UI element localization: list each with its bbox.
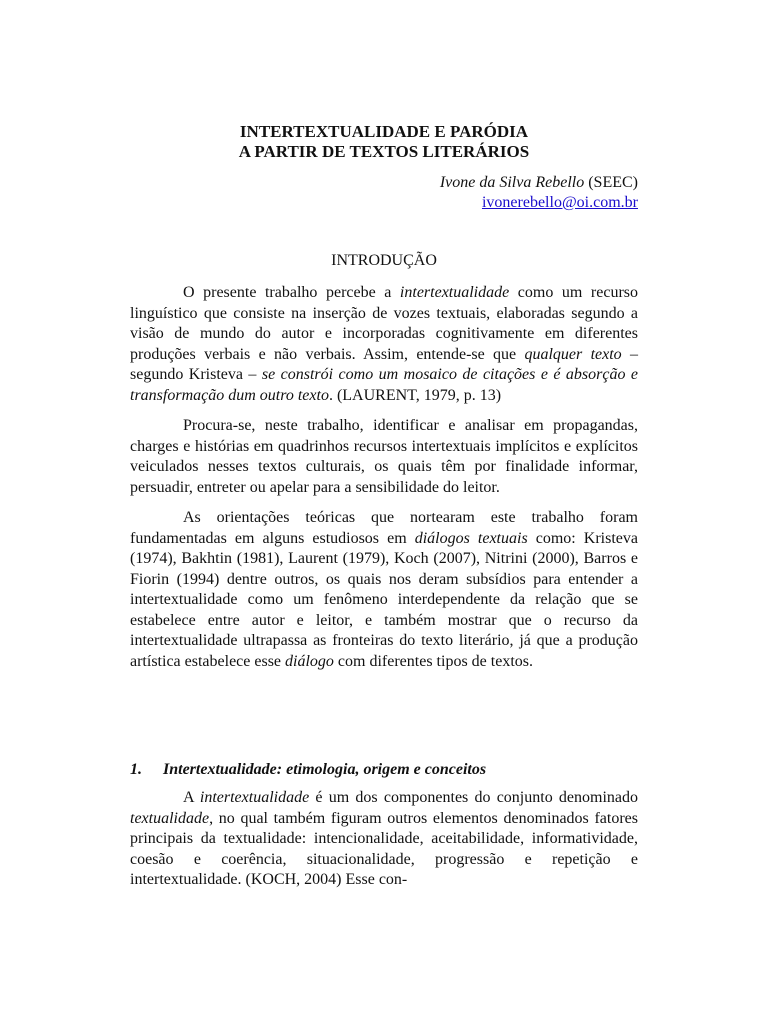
paragraph-2: Procura-se, neste trabalho, identificar e analisar em propagandas, charges e histórias em quadrinhos recursos intertextuais implícitos e explícitos veiculados nesses textos culturais, os quais têm por finalidade informar, persuadir, entreter ou apelar para a sensibilidade do leitor. [130, 417, 638, 496]
paragraph-1: O presente trabalho percebe a intertextualidade como um recurso linguístico que consiste na inserção de vozes textuais, elaboradas segundo a visão de mundo do autor e incorporadas cognitivamente em diferentes produções verbais e não verbais. Assim, entende-se que qualquer texto – segundo Kristeva – se constrói como um mosaico de citações e é absorção e transformação dum outro texto. (LAURENT, 1979, p. 13) [130, 284, 639, 404]
introduction-heading: INTRODUÇÃO [331, 252, 437, 269]
title-line-2: A PARTIR DE TEXTOS LITERÁRIOS [238, 142, 530, 161]
section-number: 1. [130, 761, 142, 778]
body-text [130, 283, 638, 682]
paragraph-4: A intertextualidade é um dos componentes do conjunto denominado textualidade, no qual também figuram outros elementos denominados fatores principais da textualidade: intencionalidade, aceitabilidade, informatividade, coesão e coerência, situacionalidade, progressão e repetição e intertextualidade. (KOCH, 2004) Esse con- [130, 789, 639, 888]
section-1-body [130, 788, 638, 901]
author-name: Ivone da Silva Rebello [439, 174, 585, 191]
author-email-link[interactable]: ivonerebello@oi.com.br [481, 194, 638, 211]
author-affiliation: (SEEC) [588, 174, 638, 191]
author-line [440, 173, 638, 193]
section-title: Intertextualidade: etimologia, origem e conceitos [163, 761, 487, 778]
section-1-heading [130, 760, 638, 780]
paragraph-3: As orientações teóricas que nortearam este trabalho foram fundamentadas em alguns estudiosos em diálogos textuais como: Kristeva (1974), Bakhtin (1981), Laurent (1979), Koch (2007), Nitrini (2000), Barros e Fiorin (1994) dentre outros, os quais nos deram subsídios para entender a intertextualidade como um fenômeno interdependente da relação que se estabelece entre autor e leitor, e também mostrar que o recurso da intertextualidade ultrapassa as fronteiras do texto literário, já que a produção artística estabelece esse diálogo com diferentes tipos de textos. [130, 509, 638, 670]
title-line-1: INTERTEXTUALIDADE E PARÓDIA [239, 122, 529, 141]
